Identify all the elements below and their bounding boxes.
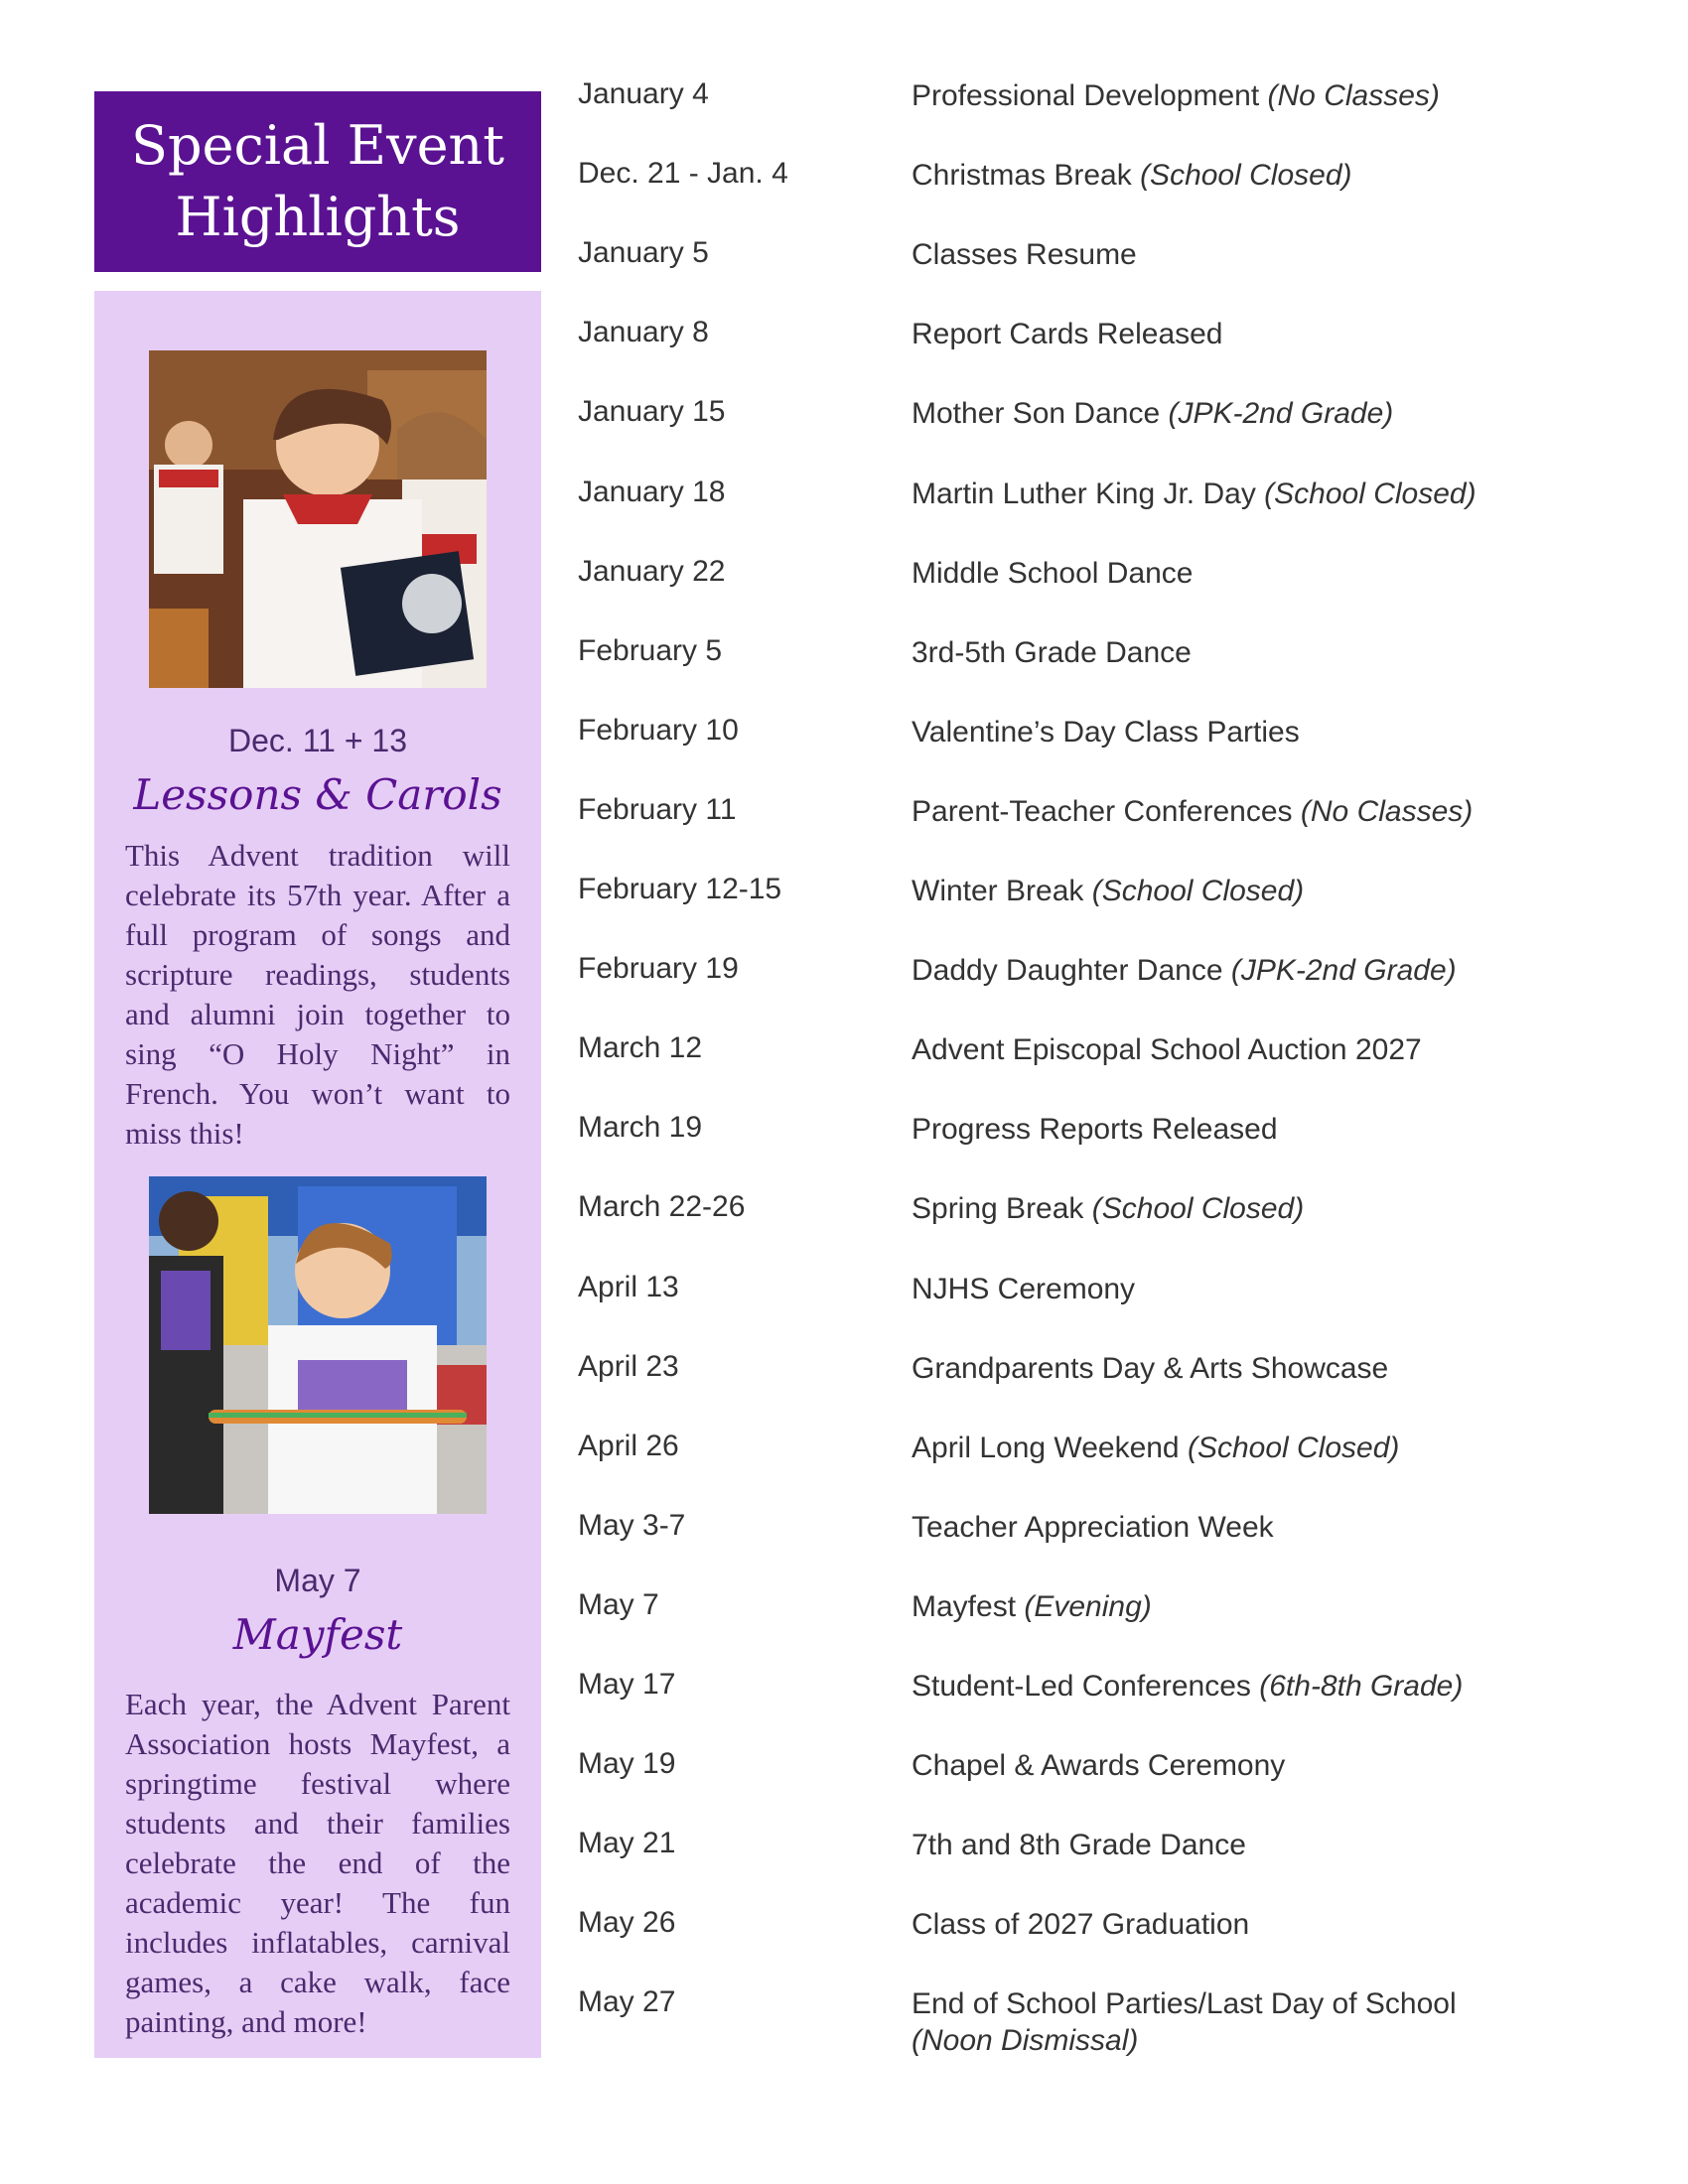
schedule-event-name: Teacher Appreciation Week	[912, 1511, 1274, 1544]
schedule-date: March 22-26	[578, 1190, 746, 1223]
schedule-date: May 17	[578, 1668, 676, 1701]
schedule-event-note: (School Closed)	[1187, 1432, 1400, 1464]
schedule-event	[912, 1031, 1636, 1068]
schedule-event	[912, 1190, 1636, 1227]
schedule-date: February 19	[578, 952, 739, 985]
schedule-event	[912, 1509, 1636, 1546]
schedule-event	[912, 714, 1636, 751]
schedule-event-name: Spring Break	[912, 1192, 1084, 1225]
schedule-event	[912, 952, 1636, 989]
schedule-event	[912, 555, 1636, 592]
event2-name: Mayfest	[232, 1610, 403, 1659]
schedule-event	[912, 1985, 1636, 2059]
schedule-event-note: (School Closed)	[1140, 159, 1352, 192]
schedule-event	[912, 1430, 1636, 1466]
schedule-event-name: Report Cards Released	[912, 318, 1223, 350]
schedule-event	[912, 1271, 1636, 1307]
schedule-date: March 19	[578, 1111, 703, 1144]
schedule-event-name: Classes Resume	[912, 238, 1137, 271]
schedule-date: May 7	[578, 1588, 659, 1621]
schedule-date: January 8	[578, 316, 709, 348]
schedule-date: May 26	[578, 1906, 676, 1939]
schedule-event-name: End of School Parties/Last Day of School	[912, 1987, 1457, 2020]
schedule-event-name: Mother Son Dance	[912, 397, 1161, 430]
highlights-title	[131, 110, 504, 253]
event2-date: May 7	[274, 1563, 361, 1598]
highlights-title-line2: Highlights	[175, 186, 461, 248]
schedule-event	[912, 316, 1636, 352]
schedule-date: May 3-7	[578, 1509, 686, 1542]
schedule-date: May 27	[578, 1985, 676, 2018]
schedule-date: April 13	[578, 1271, 679, 1303]
schedule-event	[912, 1111, 1636, 1148]
schedule-event	[912, 634, 1636, 671]
schedule-date: May 19	[578, 1747, 676, 1780]
schedule-event	[912, 1350, 1636, 1387]
schedule-event-name: Daddy Daughter Dance	[912, 954, 1223, 987]
schedule-event	[912, 1588, 1636, 1625]
schedule-event-name: 7th and 8th Grade Dance	[912, 1829, 1246, 1861]
schedule-event	[912, 873, 1636, 909]
schedule-event-note: (Evening)	[1024, 1590, 1152, 1623]
schedule-event-name: Progress Reports Released	[912, 1113, 1278, 1146]
schedule-event	[912, 476, 1636, 512]
schedule-event-name: Middle School Dance	[912, 557, 1194, 590]
mayfest-photo	[149, 1176, 487, 1514]
schedule-event-note: (No Classes)	[1300, 795, 1474, 828]
schedule-date: February 5	[578, 634, 723, 667]
schedule-event	[912, 1906, 1636, 1943]
schedule-date: February 12-15	[578, 873, 782, 905]
schedule-event-note: (School Closed)	[1091, 1192, 1305, 1225]
schedule-event	[912, 1827, 1636, 1863]
schedule-event-name: Valentine’s Day Class Parties	[912, 716, 1300, 749]
schedule-date: Dec. 21 - Jan. 4	[578, 157, 788, 190]
schedule-date: April 26	[578, 1430, 679, 1462]
schedule-event	[912, 395, 1636, 432]
schedule-date: January 22	[578, 555, 726, 588]
schedule-event-note: (School Closed)	[1091, 875, 1305, 907]
schedule-event-note: (No Classes)	[1267, 79, 1440, 112]
schedule-event-name: Winter Break	[912, 875, 1084, 907]
schedule-event-name: NJHS Ceremony	[912, 1273, 1136, 1305]
schedule-event-note: (6th-8th Grade)	[1259, 1670, 1464, 1703]
schedule-date: April 23	[578, 1350, 679, 1383]
schedule-event-note: (Noon Dismissal)	[912, 2024, 1139, 2057]
schedule-event-note: (JPK-2nd Grade)	[1230, 954, 1457, 987]
schedule-event-name: Chapel & Awards Ceremony	[912, 1749, 1286, 1782]
event1-description: This Advent tradition will celebrate its 57th year. After a full program of songs and scripture readings, students and alumni join together to sing “O Holy Night” in French. You won’t want to miss this!	[125, 838, 510, 1151]
schedule-event	[912, 1747, 1636, 1784]
schedule-event-name: Professional Development	[912, 79, 1260, 112]
schedule-date: January 15	[578, 395, 726, 428]
schedule-date: January 18	[578, 476, 726, 508]
schedule-event	[912, 793, 1636, 830]
schedule-date: February 11	[578, 793, 737, 826]
event2-description: Each year, the Advent Parent Association hosts Mayfest, a springtime festival where students and their families celebrate the end of the academic year! The fun includes inflatables, carnival games, a cake walk, face painting, and more!	[125, 1687, 510, 2039]
schedule-event-name: Martin Luther King Jr. Day	[912, 478, 1256, 510]
choir-photo	[149, 350, 487, 688]
schedule-date: March 12	[578, 1031, 703, 1064]
schedule-event-name: Class of 2027 Graduation	[912, 1908, 1250, 1941]
highlights-title-box	[94, 91, 541, 272]
schedule-event-name: Grandparents Day & Arts Showcase	[912, 1352, 1389, 1385]
schedule-event	[912, 1668, 1636, 1705]
schedule-event-name: 3rd-5th Grade Dance	[912, 636, 1192, 669]
schedule-event-note: (JPK-2nd Grade)	[1168, 397, 1394, 430]
event1-date: Dec. 11 + 13	[228, 723, 407, 758]
schedule-event-name: Advent Episcopal School Auction 2027	[912, 1033, 1422, 1066]
schedule-event-name: Christmas Break	[912, 159, 1132, 192]
schedule-event-name: April Long Weekend	[912, 1432, 1180, 1464]
schedule-date: May 21	[578, 1827, 676, 1859]
schedule-event	[912, 157, 1636, 194]
event1-name: Lessons & Carols	[133, 770, 502, 819]
schedule-date: January 5	[578, 236, 709, 269]
schedule-date: February 10	[578, 714, 739, 747]
schedule-event-name: Student-Led Conferences	[912, 1670, 1251, 1703]
highlights-title-line1: Special Event	[130, 114, 505, 177]
schedule-date: January 4	[578, 77, 709, 110]
schedule-event-name: Mayfest	[912, 1590, 1017, 1623]
schedule-event-note: (School Closed)	[1264, 478, 1477, 510]
schedule-event-name: Parent-Teacher Conferences	[912, 795, 1293, 828]
schedule-event	[912, 77, 1636, 114]
schedule-event	[912, 236, 1636, 273]
